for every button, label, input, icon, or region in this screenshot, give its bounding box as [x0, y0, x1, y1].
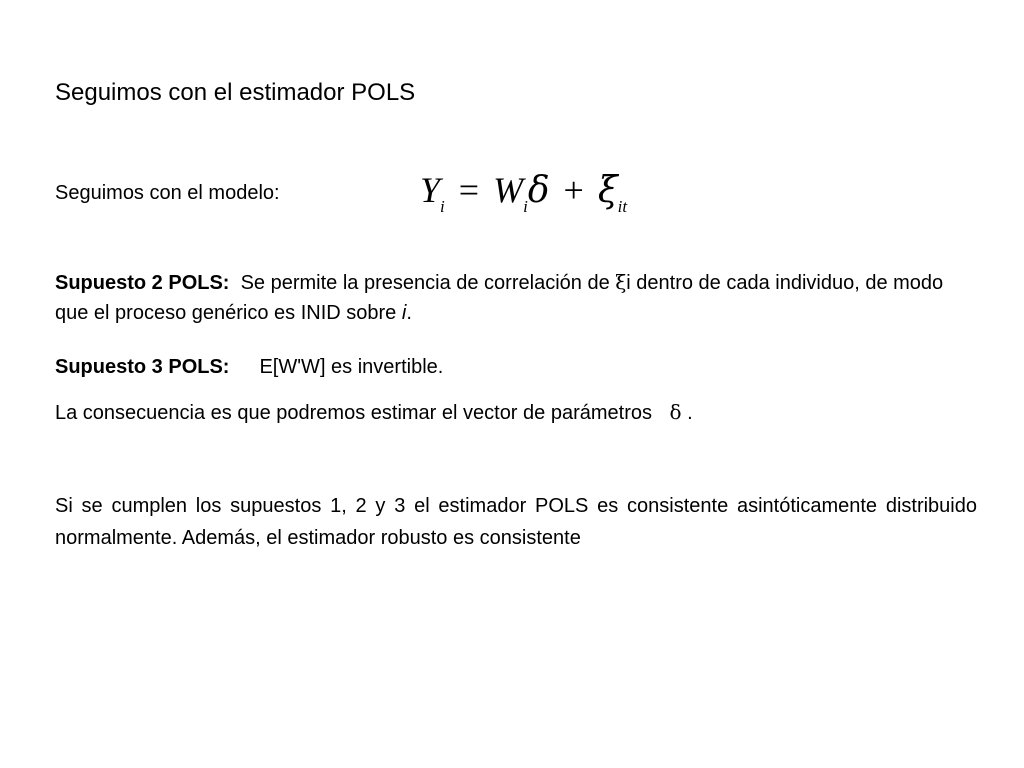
supuesto-2-italic-i: i	[401, 302, 407, 324]
supuesto-3-label: Supuesto 3 POLS:	[55, 356, 230, 378]
slide-title: Seguimos con el estimador POLS	[55, 79, 416, 106]
formula-xi-subscript: it	[617, 197, 628, 216]
supuesto-2-text-a: Se permite la presencia de correlación de	[240, 272, 616, 294]
formula-y-subscript: i	[440, 197, 445, 216]
formula-w-subscript: i	[523, 197, 528, 216]
model-formula	[420, 170, 627, 217]
supuesto-3-text: E[W'W] es invertible.	[259, 356, 444, 378]
formula-equals: =	[458, 170, 480, 210]
consecuencia-end: .	[681, 402, 693, 424]
supuesto-2-xi: ξ	[615, 270, 627, 294]
formula-w: W	[493, 170, 524, 210]
formula-y: Y	[420, 170, 441, 210]
model-row	[55, 170, 755, 220]
supuesto-2-paragraph	[55, 267, 977, 328]
consecuencia-text: La consecuencia es que podremos estimar el vector de parámetros	[55, 402, 658, 424]
formula-delta: δ	[527, 170, 550, 211]
formula-plus: +	[563, 170, 584, 210]
consecuencia-paragraph	[55, 397, 977, 428]
supuesto-2-label: Supuesto 2 POLS:	[55, 272, 230, 294]
formula-xi: ξ	[597, 170, 618, 211]
conclusion-paragraph: Si se cumplen los supuestos 1, 2 y 3 el estimador POLS es consistente asintóticamente distribuido normalmente. Además, el estimador robusto es consistente	[55, 495, 977, 549]
model-label: Seguimos con el modelo:	[55, 182, 280, 204]
supuesto-3-paragraph	[55, 352, 977, 382]
supuesto-2-text-b: i dentro de cada individuo, de modo que el proceso genérico es INID sobre	[55, 272, 944, 324]
supuesto-2-text-c: .	[406, 302, 412, 324]
consecuencia-delta: δ	[669, 400, 682, 424]
